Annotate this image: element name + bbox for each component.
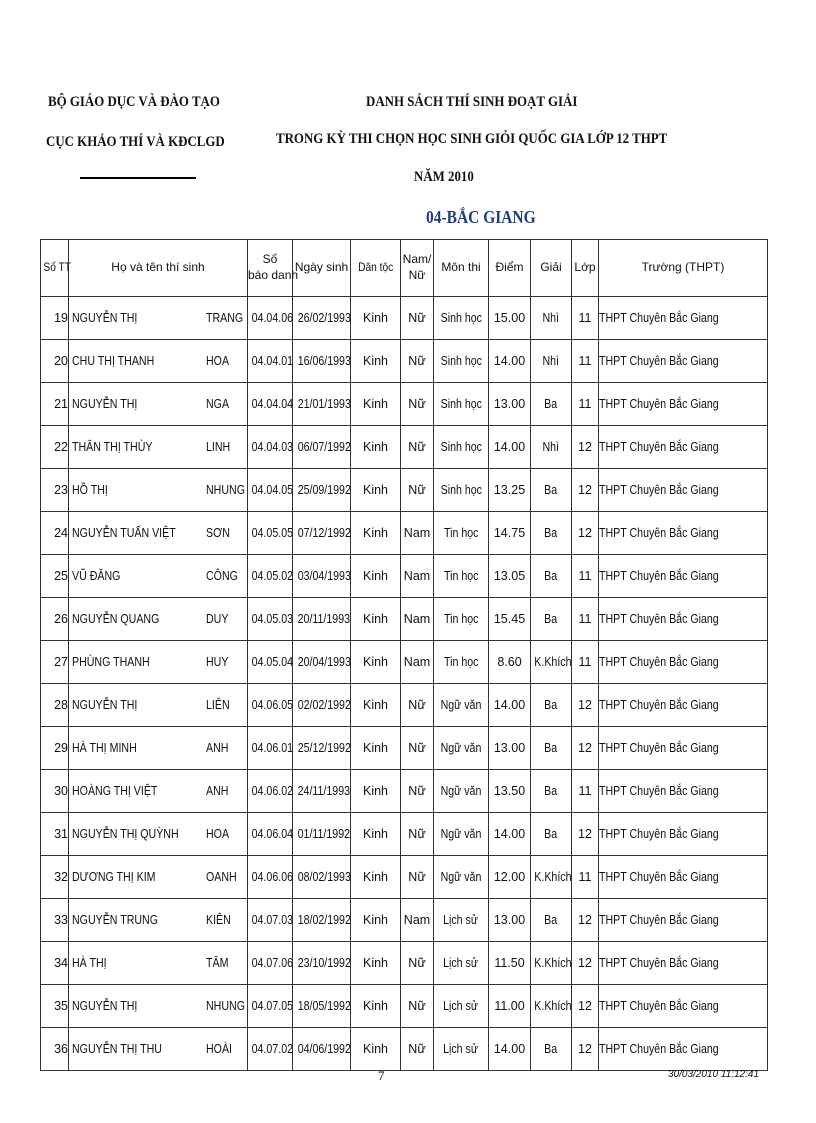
cell-ethnic: Kinh: [351, 899, 401, 942]
cell-dob: 07/12/1992: [293, 512, 351, 555]
col-header-ethnic: Dân tộc: [351, 240, 401, 297]
cell-given-name: HOA: [206, 354, 230, 368]
cell-prize: Ba: [531, 598, 572, 641]
cell-prize: Ba: [531, 684, 572, 727]
cell-subject: Tin học: [434, 598, 489, 641]
col-header-subject: Môn thi: [434, 240, 489, 297]
cell-name: [69, 985, 248, 1028]
cell-sbd: 04.06.05: [248, 684, 293, 727]
cell-ethnic: Kinh: [351, 555, 401, 598]
cell-grade: 12: [572, 942, 599, 985]
cell-gender: Nữ: [401, 985, 434, 1028]
cell-score: 14.00: [489, 813, 531, 856]
cell-school: THPT Chuyên Bắc Giang: [599, 856, 768, 899]
cell-stt: 19: [41, 297, 69, 340]
cell-given-name: TÂM: [206, 956, 229, 970]
cell-stt: 21: [41, 383, 69, 426]
cell-name: [69, 641, 248, 684]
cell-ethnic: Kinh: [351, 297, 401, 340]
cell-school: THPT Chuyên Bắc Giang: [599, 426, 768, 469]
cell-prize: Ba: [531, 1028, 572, 1071]
cell-prize: K.Khích: [531, 942, 572, 985]
cell-sbd: 04.04.03: [248, 426, 293, 469]
cell-subject: Ngữ văn: [434, 813, 489, 856]
cell-prize: Ba: [531, 383, 572, 426]
cell-stt: 31: [41, 813, 69, 856]
cell-prize: Ba: [531, 770, 572, 813]
cell-prize: K.Khích: [531, 856, 572, 899]
cell-grade: 11: [572, 641, 599, 684]
table-row: [41, 942, 768, 985]
cell-dob: 26/02/1993: [293, 297, 351, 340]
cell-given-name: HOÀI: [206, 1042, 232, 1056]
cell-grade: 12: [572, 813, 599, 856]
cell-ethnic: Kinh: [351, 340, 401, 383]
cell-subject: Sinh học: [434, 340, 489, 383]
cell-grade: 12: [572, 512, 599, 555]
cell-gender: Nữ: [401, 469, 434, 512]
cell-name: [69, 340, 248, 383]
cell-ethnic: Kinh: [351, 469, 401, 512]
col-header-dob: Ngày sinh: [293, 240, 351, 297]
doc-title-year: NĂM 2010: [414, 169, 474, 185]
cell-school: THPT Chuyên Bắc Giang: [599, 985, 768, 1028]
cell-gender: Nữ: [401, 383, 434, 426]
cell-gender: Nữ: [401, 942, 434, 985]
cell-prize: Ba: [531, 899, 572, 942]
table-row: [41, 985, 768, 1028]
cell-family-name: NGUYỄN THỊ: [72, 698, 138, 712]
cell-score: 13.25: [489, 469, 531, 512]
cell-score: 14.00: [489, 684, 531, 727]
cell-dob: 06/07/1992: [293, 426, 351, 469]
cell-gender: Nữ: [401, 684, 434, 727]
cell-sbd: 04.04.06: [248, 297, 293, 340]
cell-dob: 08/02/1993: [293, 856, 351, 899]
cell-score: 14.00: [489, 1028, 531, 1071]
cell-score: 8.60: [489, 641, 531, 684]
cell-dob: 25/12/1992: [293, 727, 351, 770]
table-row: [41, 555, 768, 598]
cell-school: THPT Chuyên Bắc Giang: [599, 383, 768, 426]
org-name-line2: CỤC KHẢO THÍ VÀ KĐCLGD: [46, 134, 225, 150]
cell-gender: Nữ: [401, 297, 434, 340]
cell-grade: 11: [572, 598, 599, 641]
cell-given-name: ANH: [206, 741, 229, 755]
cell-prize: Nhì: [531, 297, 572, 340]
cell-given-name: DUY: [206, 612, 229, 626]
table-row: [41, 813, 768, 856]
cell-gender: Nữ: [401, 1028, 434, 1071]
cell-stt: 28: [41, 684, 69, 727]
cell-gender: Nữ: [401, 727, 434, 770]
cell-dob: 01/11/1992: [293, 813, 351, 856]
cell-ethnic: Kinh: [351, 985, 401, 1028]
cell-prize: Nhì: [531, 340, 572, 383]
table-row: [41, 598, 768, 641]
province-heading: 04-BẮC GIANG: [426, 207, 536, 227]
table-header-row: [41, 240, 768, 297]
cell-name: [69, 512, 248, 555]
cell-score: 14.75: [489, 512, 531, 555]
cell-ethnic: Kinh: [351, 383, 401, 426]
cell-grade: 11: [572, 856, 599, 899]
table-row: [41, 641, 768, 684]
table-row: [41, 469, 768, 512]
col-header-score: Điểm: [489, 240, 531, 297]
cell-school: THPT Chuyên Bắc Giang: [599, 942, 768, 985]
table-row: [41, 383, 768, 426]
cell-stt: 26: [41, 598, 69, 641]
col-header-name: Họ và tên thí sinh: [69, 240, 248, 297]
cell-stt: 23: [41, 469, 69, 512]
cell-name: [69, 684, 248, 727]
cell-gender: Nam: [401, 641, 434, 684]
cell-score: 14.00: [489, 340, 531, 383]
table-row: [41, 340, 768, 383]
cell-sbd: 04.07.05: [248, 985, 293, 1028]
cell-given-name: ANH: [206, 784, 229, 798]
cell-given-name: LIÊN: [206, 698, 230, 712]
cell-given-name: CÔNG: [206, 569, 238, 583]
cell-school: THPT Chuyên Bắc Giang: [599, 469, 768, 512]
cell-name: [69, 727, 248, 770]
cell-name: [69, 813, 248, 856]
cell-grade: 12: [572, 899, 599, 942]
table-row: [41, 727, 768, 770]
cell-score: 11.00: [489, 985, 531, 1028]
cell-prize: Ba: [531, 727, 572, 770]
cell-score: 15.00: [489, 297, 531, 340]
cell-dob: 20/04/1993: [293, 641, 351, 684]
col-header-grade: Lớp: [572, 240, 599, 297]
cell-sbd: 04.05.05: [248, 512, 293, 555]
cell-sbd: 04.05.03: [248, 598, 293, 641]
cell-gender: Nam: [401, 555, 434, 598]
cell-name: [69, 899, 248, 942]
cell-stt: 25: [41, 555, 69, 598]
cell-family-name: CHU THỊ THANH: [72, 354, 155, 368]
cell-family-name: NGUYỄN THỊ QUỲNH: [72, 827, 179, 841]
cell-family-name: PHÙNG THANH: [72, 655, 150, 669]
cell-family-name: HỒ THỊ: [72, 483, 108, 497]
cell-grade: 12: [572, 727, 599, 770]
cell-given-name: OANH: [206, 870, 237, 884]
cell-name: [69, 598, 248, 641]
cell-ethnic: Kinh: [351, 1028, 401, 1071]
cell-dob: 20/11/1993: [293, 598, 351, 641]
cell-name: [69, 555, 248, 598]
cell-grade: 12: [572, 1028, 599, 1071]
cell-ethnic: Kinh: [351, 684, 401, 727]
table-row: [41, 770, 768, 813]
cell-subject: Ngữ văn: [434, 684, 489, 727]
cell-prize: Nhì: [531, 426, 572, 469]
cell-subject: Ngữ văn: [434, 770, 489, 813]
cell-sbd: 04.05.02: [248, 555, 293, 598]
cell-family-name: NGUYỄN THỊ: [72, 397, 138, 411]
col-header-sbd: Số báo danh: [248, 240, 293, 297]
cell-grade: 11: [572, 770, 599, 813]
cell-given-name: NHUNG: [206, 483, 245, 497]
cell-dob: 21/01/1993: [293, 383, 351, 426]
col-header-stt: Số TT: [41, 240, 69, 297]
cell-ethnic: Kinh: [351, 512, 401, 555]
cell-dob: 18/02/1992: [293, 899, 351, 942]
cell-subject: Tin học: [434, 555, 489, 598]
cell-prize: K.Khích: [531, 641, 572, 684]
cell-subject: Lịch sử: [434, 985, 489, 1028]
cell-stt: 33: [41, 899, 69, 942]
cell-stt: 22: [41, 426, 69, 469]
cell-sbd: 04.07.02: [248, 1028, 293, 1071]
cell-subject: Sinh học: [434, 383, 489, 426]
cell-school: THPT Chuyên Bắc Giang: [599, 555, 768, 598]
cell-prize: Ba: [531, 512, 572, 555]
cell-sbd: 04.06.02: [248, 770, 293, 813]
col-header-prize: Giải: [531, 240, 572, 297]
cell-gender: Nữ: [401, 426, 434, 469]
table-row: [41, 297, 768, 340]
table-row: [41, 856, 768, 899]
cell-name: [69, 942, 248, 985]
cell-subject: Lịch sử: [434, 1028, 489, 1071]
cell-family-name: NGUYỄN TRUNG: [72, 913, 158, 927]
cell-stt: 27: [41, 641, 69, 684]
cell-gender: Nam: [401, 512, 434, 555]
cell-grade: 12: [572, 684, 599, 727]
cell-stt: 29: [41, 727, 69, 770]
org-underline: [80, 177, 196, 179]
cell-dob: 25/09/1992: [293, 469, 351, 512]
cell-school: THPT Chuyên Bắc Giang: [599, 813, 768, 856]
cell-given-name: HOA: [206, 827, 230, 841]
cell-family-name: NGUYỄN THỊ: [72, 311, 138, 325]
cell-school: THPT Chuyên Bắc Giang: [599, 899, 768, 942]
cell-ethnic: Kinh: [351, 641, 401, 684]
cell-given-name: LINH: [206, 440, 231, 454]
cell-score: 13.50: [489, 770, 531, 813]
cell-subject: Lịch sử: [434, 942, 489, 985]
cell-grade: 12: [572, 426, 599, 469]
cell-gender: Nam: [401, 899, 434, 942]
awardees-table: [40, 239, 768, 1071]
cell-prize: Ba: [531, 469, 572, 512]
cell-school: THPT Chuyên Bắc Giang: [599, 512, 768, 555]
cell-dob: 23/10/1992: [293, 942, 351, 985]
table-row: [41, 684, 768, 727]
cell-ethnic: Kinh: [351, 727, 401, 770]
table-row: [41, 899, 768, 942]
cell-name: [69, 383, 248, 426]
cell-ethnic: Kinh: [351, 598, 401, 641]
cell-school: THPT Chuyên Bắc Giang: [599, 598, 768, 641]
cell-sbd: 04.07.03: [248, 899, 293, 942]
cell-family-name: HÀ THỊ: [72, 956, 107, 970]
cell-subject: Tin học: [434, 512, 489, 555]
cell-prize: Ba: [531, 813, 572, 856]
cell-dob: 16/06/1993: [293, 340, 351, 383]
cell-score: 14.00: [489, 426, 531, 469]
cell-name: [69, 426, 248, 469]
cell-given-name: TRANG: [206, 311, 244, 325]
cell-gender: Nữ: [401, 340, 434, 383]
cell-grade: 11: [572, 383, 599, 426]
cell-grade: 11: [572, 297, 599, 340]
cell-score: 12.00: [489, 856, 531, 899]
cell-school: THPT Chuyên Bắc Giang: [599, 641, 768, 684]
cell-family-name: THÂN THỊ THÙY: [72, 440, 153, 454]
cell-gender: Nữ: [401, 856, 434, 899]
cell-grade: 11: [572, 555, 599, 598]
cell-dob: 18/05/1992: [293, 985, 351, 1028]
cell-ethnic: Kinh: [351, 856, 401, 899]
org-name-line1: BỘ GIÁO DỤC VÀ ĐÀO TẠO: [48, 94, 220, 110]
cell-sbd: 04.07.06: [248, 942, 293, 985]
cell-family-name: VŨ ĐĂNG: [72, 569, 121, 583]
cell-sbd: 04.06.06: [248, 856, 293, 899]
cell-subject: Tin học: [434, 641, 489, 684]
cell-gender: Nữ: [401, 770, 434, 813]
cell-school: THPT Chuyên Bắc Giang: [599, 297, 768, 340]
cell-sbd: 04.04.05: [248, 469, 293, 512]
cell-dob: 24/11/1993: [293, 770, 351, 813]
cell-subject: Ngữ văn: [434, 727, 489, 770]
cell-subject: Sinh học: [434, 469, 489, 512]
cell-subject: Ngữ văn: [434, 856, 489, 899]
cell-ethnic: Kinh: [351, 813, 401, 856]
cell-dob: 02/02/1992: [293, 684, 351, 727]
cell-school: THPT Chuyên Bắc Giang: [599, 727, 768, 770]
cell-score: 13.00: [489, 383, 531, 426]
cell-sbd: 04.04.01: [248, 340, 293, 383]
cell-grade: 12: [572, 985, 599, 1028]
cell-subject: Sinh học: [434, 426, 489, 469]
cell-stt: 35: [41, 985, 69, 1028]
cell-given-name: NHUNG: [206, 999, 245, 1013]
cell-given-name: SƠN: [206, 526, 230, 540]
cell-school: THPT Chuyên Bắc Giang: [599, 770, 768, 813]
cell-score: 11.50: [489, 942, 531, 985]
cell-score: 13.00: [489, 899, 531, 942]
cell-stt: 32: [41, 856, 69, 899]
cell-given-name: KIÊN: [206, 913, 231, 927]
cell-family-name: HÀ THỊ MINH: [72, 741, 137, 755]
cell-school: THPT Chuyên Bắc Giang: [599, 1028, 768, 1071]
cell-family-name: NGUYỄN THỊ: [72, 999, 138, 1013]
table-row: [41, 1028, 768, 1071]
cell-ethnic: Kinh: [351, 942, 401, 985]
cell-score: 13.00: [489, 727, 531, 770]
doc-title-line1: DANH SÁCH THÍ SINH ĐOẠT GIẢI: [366, 94, 578, 110]
table-row: [41, 426, 768, 469]
cell-grade: 12: [572, 469, 599, 512]
cell-name: [69, 770, 248, 813]
cell-name: [69, 1028, 248, 1071]
cell-given-name: NGA: [206, 397, 230, 411]
cell-family-name: DƯƠNG THỊ KIM: [72, 870, 156, 884]
cell-given-name: HUY: [206, 655, 229, 669]
cell-name: [69, 856, 248, 899]
cell-dob: 03/04/1993: [293, 555, 351, 598]
cell-stt: 20: [41, 340, 69, 383]
cell-gender: Nữ: [401, 813, 434, 856]
cell-prize: K.Khích: [531, 985, 572, 1028]
cell-subject: Sinh học: [434, 297, 489, 340]
cell-family-name: NGUYỄN QUANG: [72, 612, 160, 626]
col-header-gender: Nam/ Nữ: [401, 240, 434, 297]
cell-sbd: 04.06.01: [248, 727, 293, 770]
cell-family-name: NGUYỄN THỊ THU: [72, 1042, 162, 1056]
doc-title-line2: TRONG KỲ THI CHỌN HỌC SINH GIỎI QUỐC GIA LỚP 12 THPT: [276, 131, 668, 147]
cell-family-name: NGUYỄN TUẤN VIỆT: [72, 526, 176, 540]
cell-family-name: HOÀNG THỊ VIỆT: [72, 784, 158, 798]
cell-school: THPT Chuyên Bắc Giang: [599, 340, 768, 383]
print-timestamp: 30/03/2010 11:12:41: [668, 1069, 760, 1080]
cell-score: 15.45: [489, 598, 531, 641]
cell-prize: Ba: [531, 555, 572, 598]
cell-sbd: 04.04.04: [248, 383, 293, 426]
col-header-school: Trường (THPT): [599, 240, 768, 297]
cell-school: THPT Chuyên Bắc Giang: [599, 684, 768, 727]
cell-stt: 36: [41, 1028, 69, 1071]
cell-subject: Lịch sử: [434, 899, 489, 942]
cell-gender: Nam: [401, 598, 434, 641]
cell-sbd: 04.06.04: [248, 813, 293, 856]
cell-ethnic: Kinh: [351, 426, 401, 469]
cell-stt: 30: [41, 770, 69, 813]
cell-name: [69, 297, 248, 340]
cell-name: [69, 469, 248, 512]
cell-sbd: 04.05.04: [248, 641, 293, 684]
page-number: 7: [378, 1068, 385, 1083]
cell-grade: 11: [572, 340, 599, 383]
cell-stt: 24: [41, 512, 69, 555]
cell-dob: 04/06/1992: [293, 1028, 351, 1071]
cell-stt: 34: [41, 942, 69, 985]
cell-ethnic: Kinh: [351, 770, 401, 813]
cell-score: 13.05: [489, 555, 531, 598]
table-row: [41, 512, 768, 555]
